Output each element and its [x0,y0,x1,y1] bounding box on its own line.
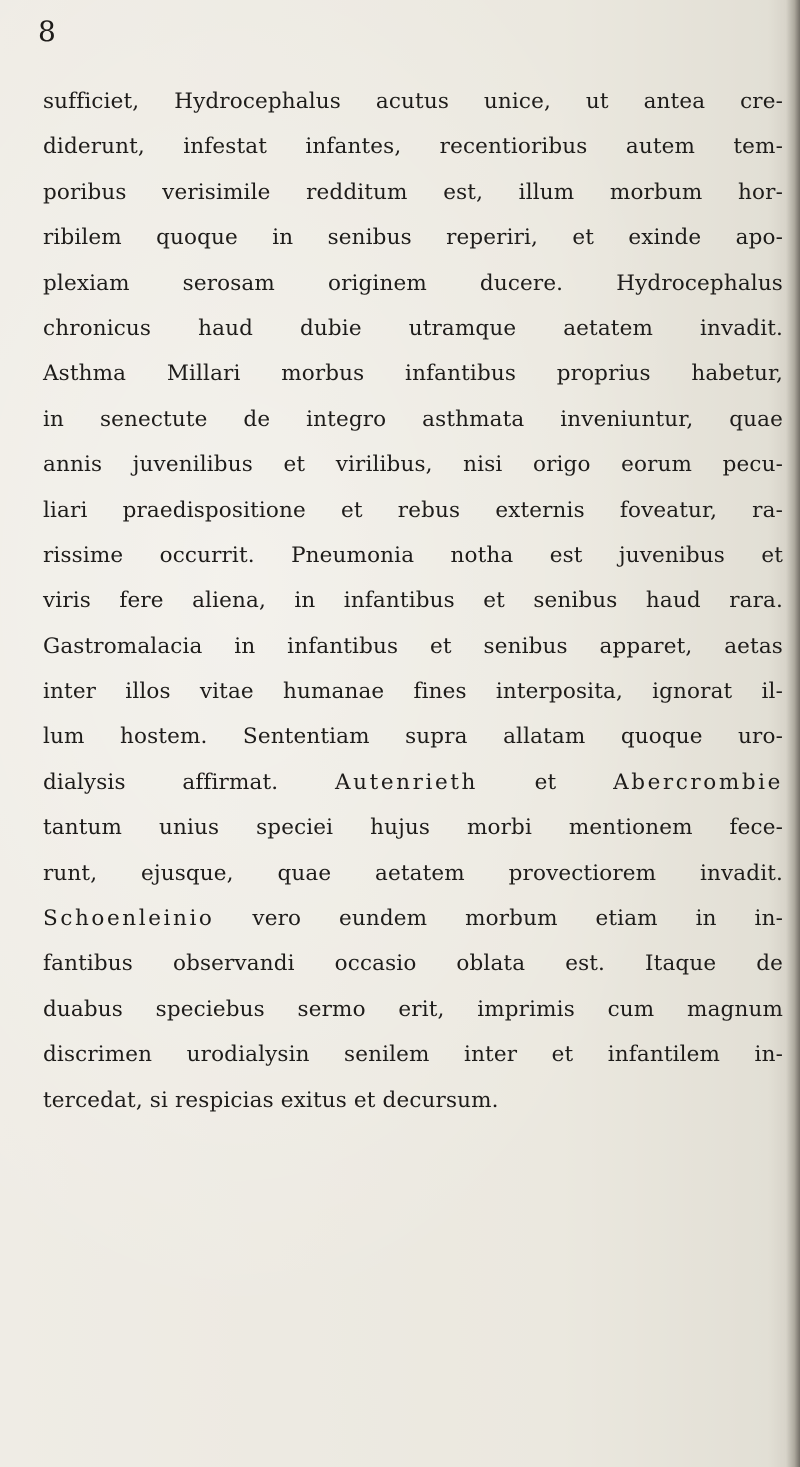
text-line-16 [43,760,783,805]
body-text [43,79,783,1123]
text-line-13: Gastromalacia in infantibus et senibus apparet, aetas [43,633,783,659]
author-name-autenrieth: Autenrieth [335,769,478,795]
text-line-20: fantibus observandi occasio oblata est. Itaque de [43,951,783,977]
text-line-12: viris fere aliena, in infantibus et senibus haud rara. [43,588,783,614]
author-name-abercrombie: Abercrombie [613,769,783,795]
text-line-17: tantum unius speciei hujus morbi mentionem fece- [43,815,783,841]
text-line-9: annis juvenilibus et virilibus, nisi origo eorum pecu- [43,452,783,478]
text-line-19 [43,896,783,941]
text-line-1: sufficiet, Hydrocephalus acutus unice, ut antea cre- [43,89,783,114]
text-line-15: lum hostem. Sententiam supra allatam quoque uro- [43,724,783,750]
page-number: 8 [38,15,56,48]
text-line-6: chronicus haud dubie utramque aetatem invadit. [43,315,783,341]
text-line-5: plexiam serosam originem ducere. Hydrocephalus [43,270,783,296]
text-line-last: tercedat, si respicias exitus et decursum. [43,1087,499,1113]
text-line-14: inter illos vitae humanae fines interposita, ignorat il- [43,679,783,705]
text-line-18: runt, ejusque, quae aetatem provectiorem invadit. [43,860,783,886]
text-line-8: in senectute de integro asthmata inveniuntur, quae [43,406,783,432]
text-line-2: diderunt, infestat infantes, recentioribus autem tem- [43,134,783,160]
author-name-schoenleinio: Schoenleinio [43,906,215,932]
text-line-7: Asthma Millari morbus infantibus proprius habetur, [43,361,783,387]
text-line-3: poribus verisimile redditum est, illum morbum hor- [43,179,783,205]
line16-text-before: dialysis affirmat. [43,769,335,795]
text-line-11: rissime occurrit. Pneumonia notha est juvenibus et [43,542,783,568]
page-edge-shadow [786,0,800,1467]
text-line-4: ribilem quoque in senibus reperiri, et exinde apo- [43,225,783,251]
text-line-22: discrimen urodialysin senilem inter et infantilem in- [43,1042,783,1068]
text-line-10: liari praedispositione et rebus externis foveatur, ra- [43,497,783,523]
line16-text-middle: et [477,769,614,795]
text-line-21: duabus speciebus sermo erit, imprimis cum magnum [43,996,783,1022]
line19-text-after: vero eundem morbum etiam in in- [214,906,783,932]
